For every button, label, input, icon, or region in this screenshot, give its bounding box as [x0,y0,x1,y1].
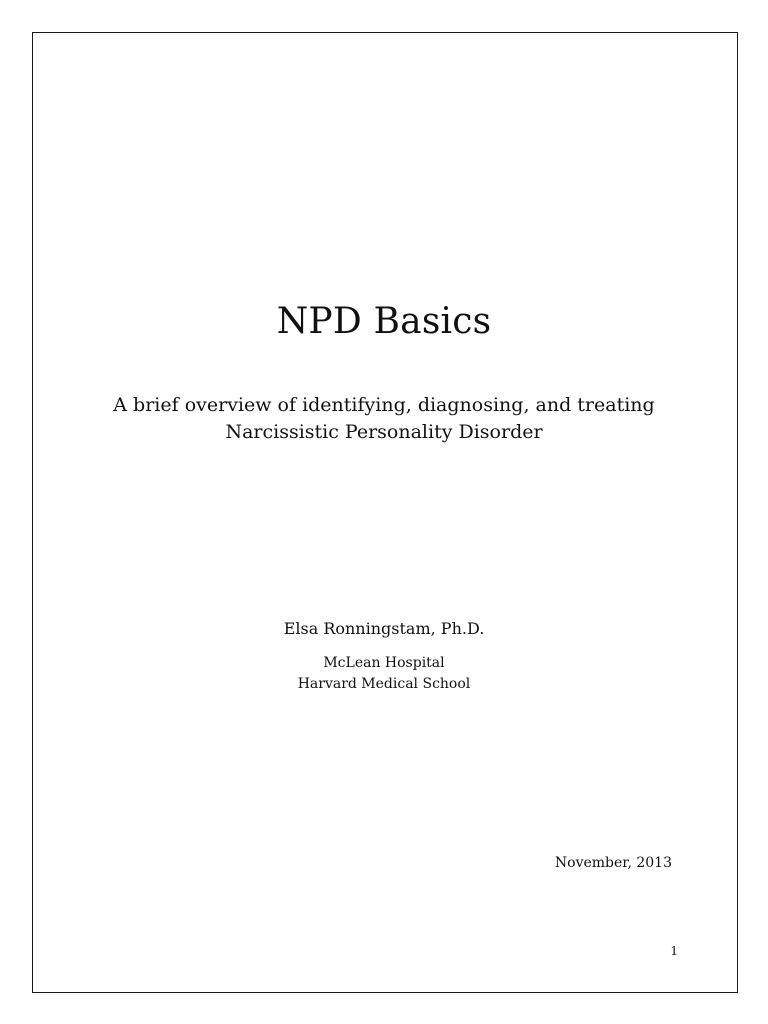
publication-date: November, 2013 [554,855,672,871]
document-subtitle [60,392,708,446]
page-border [32,32,738,993]
document-title: NPD Basics [276,301,492,343]
affiliation-line-1: McLean Hospital [323,655,445,671]
author-name: Elsa Ronningstam, Ph.D. [283,619,485,638]
page-number: 1 [670,944,678,958]
subtitle-line-1: A brief overview of identifying, diagnosing, and treating [113,394,655,416]
author-affiliation [0,653,768,695]
subtitle-line-2: Narcissistic Personality Disorder [225,421,543,443]
affiliation-line-2: Harvard Medical School [297,676,471,692]
